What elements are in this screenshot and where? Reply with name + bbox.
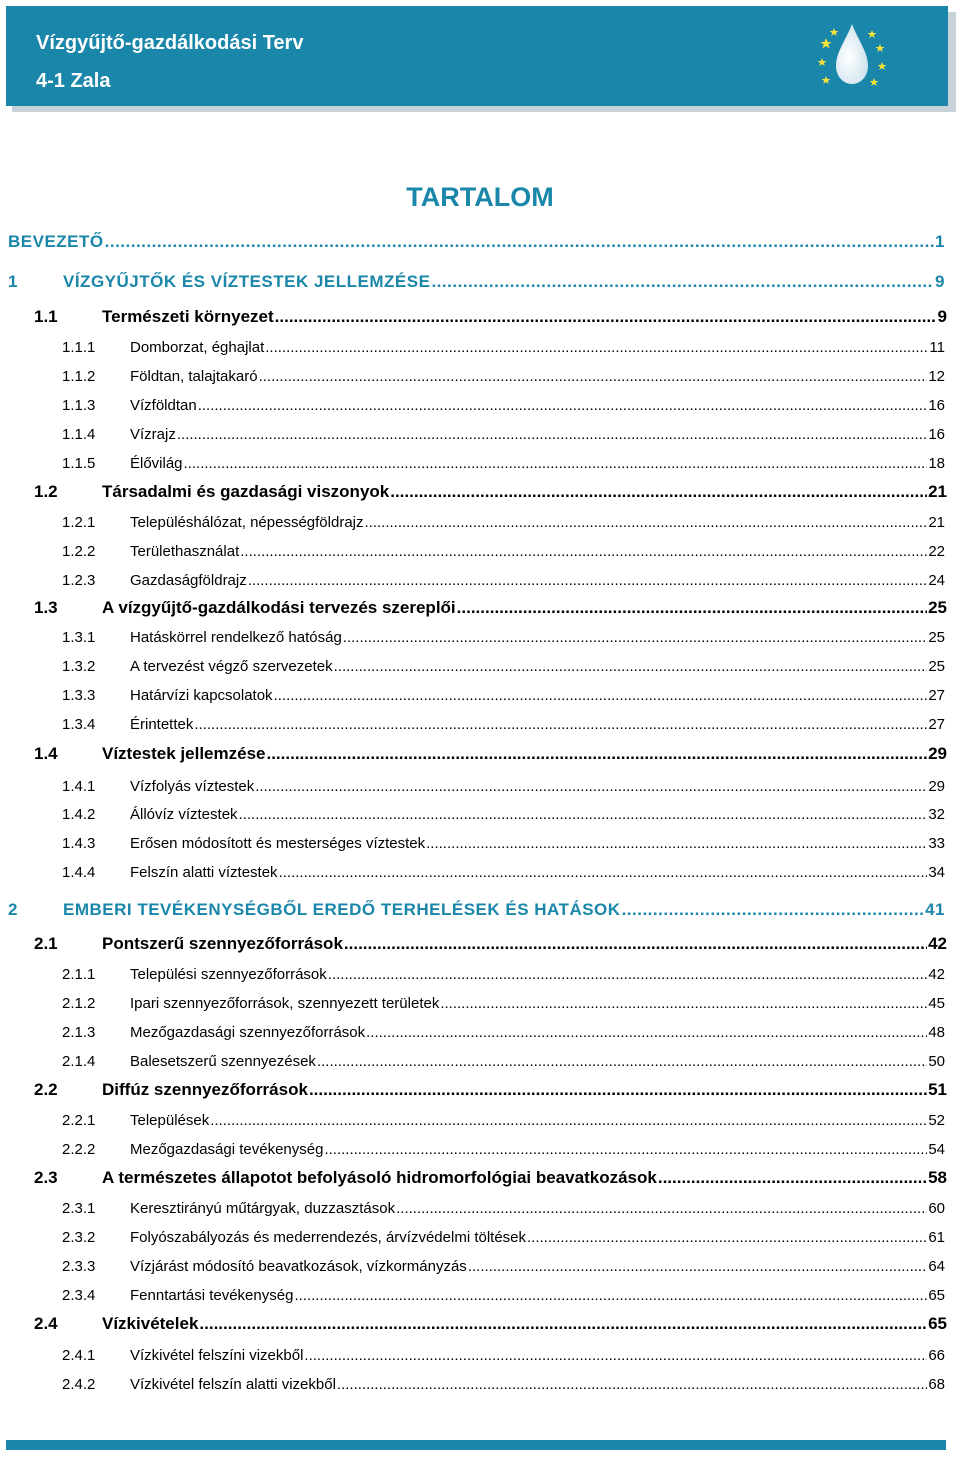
toc-subsection[interactable]	[62, 1229, 945, 1246]
toc-leader-dots	[210, 1112, 927, 1129]
toc-title: Mezőgazdasági szennyezőforrások	[130, 1024, 366, 1041]
toc-number: 2	[8, 900, 18, 919]
toc-page-number: 61	[928, 1229, 945, 1246]
toc-subsection[interactable]	[62, 629, 945, 646]
toc-number: 1.1	[34, 307, 58, 326]
toc-page-number: 12	[928, 368, 945, 385]
toc-title: Állóvíz víztestek	[130, 806, 238, 823]
toc-page-number: 60	[928, 1200, 945, 1217]
toc-subsection[interactable]	[62, 778, 945, 795]
toc-leader-dots	[365, 514, 928, 531]
toc-chapter[interactable]	[8, 900, 945, 920]
toc-leader-dots	[317, 1053, 927, 1070]
toc-page-number: 16	[928, 397, 945, 414]
document-title: Vízgyűjtő-gazdálkodási Terv	[36, 32, 304, 54]
toc-number: 1.4.3	[62, 835, 96, 852]
toc-leader-dots	[440, 995, 927, 1012]
toc-page-number: 27	[928, 687, 945, 704]
toc-title: Természeti környezet	[102, 307, 274, 326]
toc-number: 2.4	[34, 1314, 58, 1333]
toc-subsection[interactable]	[62, 835, 945, 852]
toc-section[interactable]	[34, 482, 947, 502]
toc-number: 2.2.1	[62, 1112, 96, 1129]
water-drop-stars-icon	[812, 18, 892, 98]
toc-subsection[interactable]	[62, 397, 945, 414]
toc-title: Balesetszerű szennyezések	[130, 1053, 316, 1070]
toc-number: 1.1.3	[62, 397, 96, 414]
toc-page-number: 16	[928, 426, 945, 443]
toc-title: A természetes állapotot befolyásoló hidromorfológiai beavatkozások	[102, 1168, 657, 1187]
toc-number: 2.1.4	[62, 1053, 96, 1070]
toc-leader-dots	[334, 658, 928, 675]
toc-leader-dots	[426, 835, 927, 852]
toc-number: 2.3.1	[62, 1200, 96, 1217]
toc-number: 1.4.2	[62, 806, 96, 823]
toc-leader-dots	[622, 900, 925, 920]
toc-page-number: 22	[928, 543, 945, 560]
toc-subsection[interactable]	[62, 1258, 945, 1275]
toc-leader-dots	[366, 1024, 927, 1041]
toc-number: 1.2	[34, 482, 58, 501]
toc-leader-dots	[468, 1258, 928, 1275]
toc-leader-dots	[255, 778, 927, 795]
toc-page-number: 51	[928, 1080, 947, 1099]
toc-title: Hatáskörrel rendelkező hatóság	[130, 629, 342, 646]
toc-number: 1.1.5	[62, 455, 96, 472]
toc-leader-dots	[274, 687, 928, 704]
toc-page-number: 29	[928, 744, 947, 763]
toc-subsection[interactable]	[62, 543, 945, 560]
toc-page-number: 68	[928, 1376, 945, 1393]
toc-leader-dots	[105, 232, 934, 252]
toc-page-number: 64	[928, 1258, 945, 1275]
document-subtitle: 4-1 Zala	[36, 70, 111, 92]
toc-title: Határvízi kapcsolatok	[130, 687, 273, 704]
toc-page-number: 25	[928, 629, 945, 646]
banner-shadow	[948, 12, 956, 112]
toc-title: Települési szennyezőforrások	[130, 966, 327, 983]
toc-page-number: 54	[928, 1141, 945, 1158]
toc-leader-dots	[658, 1168, 927, 1188]
toc-title: Folyószabályozás és mederrendezés, árvízvédelmi töltések	[130, 1229, 527, 1246]
toc-number: 2.4.2	[62, 1376, 96, 1393]
toc-leader-dots	[184, 455, 928, 472]
toc-number: 1.4	[34, 744, 58, 763]
toc-page-number: 42	[928, 934, 947, 953]
toc-leader-dots	[309, 1080, 927, 1100]
toc-number: 2.1.3	[62, 1024, 96, 1041]
toc-page-number: 25	[928, 658, 945, 675]
toc-section[interactable]	[34, 598, 947, 618]
toc-page-number: 65	[928, 1287, 945, 1304]
toc-number: 1.4.1	[62, 778, 96, 795]
toc-page-number: 65	[928, 1314, 947, 1333]
footer-bar	[6, 1440, 946, 1450]
toc-number: 1.3.3	[62, 687, 96, 704]
toc-subsection[interactable]	[62, 1053, 945, 1070]
toc-title: Vízrajz	[130, 426, 176, 443]
toc-number: 2.4.1	[62, 1347, 96, 1364]
toc-number: BEVEZETŐ	[8, 232, 104, 251]
toc-title: Érintettek	[130, 716, 194, 733]
toc-leader-dots	[248, 572, 928, 589]
toc-title: Vízjárást módosító beavatkozások, vízkormányzás	[130, 1258, 467, 1275]
toc-title: Településhálózat, népességföldrajz	[130, 514, 364, 531]
toc-page-number: 9	[937, 307, 947, 326]
toc-title: Felszín alatti víztestek	[130, 864, 278, 881]
toc-leader-dots	[396, 1200, 927, 1217]
toc-page-number: 21	[928, 482, 947, 501]
toc-leader-dots	[324, 1141, 927, 1158]
toc-subsection[interactable]	[62, 339, 945, 356]
toc-subsection[interactable]	[62, 995, 945, 1012]
toc-page-number: 52	[928, 1112, 945, 1129]
toc-subsection[interactable]	[62, 368, 945, 385]
toc-leader-dots	[265, 339, 928, 356]
toc-title: Vízkivétel felszín alatti vizekből	[130, 1376, 336, 1393]
toc-subsection[interactable]	[62, 687, 945, 704]
toc-title: Földtan, talajtakaró	[130, 368, 258, 385]
toc-page-number: 27	[928, 716, 945, 733]
toc-leader-dots	[344, 934, 927, 954]
toc-subsection[interactable]	[62, 806, 945, 823]
toc-subsection[interactable]	[62, 1287, 945, 1304]
toc-page-number: 34	[928, 864, 945, 881]
toc-leader-dots	[177, 426, 927, 443]
toc-section[interactable]	[34, 934, 947, 954]
toc-title: Domborzat, éghajlat	[130, 339, 265, 356]
toc-number: 1.3.2	[62, 658, 96, 675]
toc-title: Erősen módosított és mesterséges víztestek	[130, 835, 426, 852]
toc-leader-dots	[275, 307, 937, 327]
toc-chapter[interactable]	[8, 232, 945, 252]
toc-number: 1.2.1	[62, 514, 96, 531]
toc-leader-dots	[457, 598, 927, 618]
toc-leader-dots	[194, 716, 927, 733]
toc-number: 2.2	[34, 1080, 58, 1099]
toc-subsection[interactable]	[62, 1141, 945, 1158]
toc-section[interactable]	[34, 1168, 947, 1188]
toc-page-number: 48	[928, 1024, 945, 1041]
toc-number: 2.2.2	[62, 1141, 96, 1158]
toc-number: 1.1.2	[62, 368, 96, 385]
toc-page-number: 21	[928, 514, 945, 531]
toc-subsection[interactable]	[62, 1376, 945, 1393]
toc-subsection[interactable]	[62, 1024, 945, 1041]
toc-title: Élővilág	[130, 455, 183, 472]
toc-page-number: 45	[928, 995, 945, 1012]
toc-leader-dots	[337, 1376, 927, 1393]
toc-subsection[interactable]	[62, 966, 945, 983]
toc-leader-dots	[259, 368, 928, 385]
toc-title: Víztestek jellemzése	[102, 744, 266, 763]
toc-title: Mezőgazdasági tevékenység	[130, 1141, 324, 1158]
toc-page-number: 1	[935, 232, 945, 251]
toc-leader-dots	[304, 1347, 927, 1364]
toc-subsection[interactable]	[62, 864, 945, 881]
toc-subsection[interactable]	[62, 1200, 945, 1217]
toc-title: Vízkivétel felszíni vizekből	[130, 1347, 304, 1364]
banner-shadow-bottom	[12, 106, 956, 112]
toc-number: 1	[8, 272, 18, 291]
toc-leader-dots	[431, 272, 934, 292]
toc-subsection[interactable]	[62, 426, 945, 443]
toc-title: Gazdaságföldrajz	[130, 572, 247, 589]
toc-page-number: 25	[928, 598, 947, 617]
toc-subsection[interactable]	[62, 1347, 945, 1364]
toc-title: A tervezést végző szervezetek	[130, 658, 333, 675]
toc-section[interactable]	[34, 1080, 947, 1100]
toc-title: Keresztirányú műtárgyak, duzzasztások	[130, 1200, 396, 1217]
toc-title: Társadalmi és gazdasági viszonyok	[102, 482, 390, 501]
toc-subsection[interactable]	[62, 716, 945, 733]
toc-section[interactable]	[34, 744, 947, 764]
toc-page-number: 11	[929, 339, 945, 356]
toc-subsection[interactable]	[62, 658, 945, 675]
toc-leader-dots	[266, 744, 927, 764]
toc-leader-dots	[343, 629, 928, 646]
toc-title: Ipari szennyezőforrások, szennyezett területek	[130, 995, 440, 1012]
toc-leader-dots	[240, 543, 927, 560]
toc-leader-dots	[279, 864, 928, 881]
toc-number: 1.1.4	[62, 426, 96, 443]
toc-number: 1.4.4	[62, 864, 96, 881]
toc-page-number: 24	[928, 572, 945, 589]
toc-page-number: 41	[925, 900, 945, 919]
toc-title: Területhasználat	[130, 543, 240, 560]
toc-subsection[interactable]	[62, 1112, 945, 1129]
toc-page-number: 58	[928, 1168, 947, 1187]
toc-title: Vízföldtan	[130, 397, 197, 414]
toc-number: 1.3	[34, 598, 58, 617]
toc-chapter[interactable]	[8, 272, 945, 292]
toc-number: 1.2.2	[62, 543, 96, 560]
toc-leader-dots	[198, 397, 928, 414]
toc-page-number: 66	[928, 1347, 945, 1364]
toc-page-number: 18	[928, 455, 945, 472]
toc-number: 2.3.2	[62, 1229, 96, 1246]
toc-title: Vízkivételek	[102, 1314, 199, 1333]
toc-title: Diffúz szennyezőforrások	[102, 1080, 308, 1099]
toc-leader-dots	[294, 1287, 927, 1304]
toc-title: VÍZGYŰJTŐK ÉS VÍZTESTEK JELLEMZÉSE	[63, 272, 431, 291]
toc-number: 2.1	[34, 934, 58, 953]
toc-number: 1.3.1	[62, 629, 96, 646]
toc-title: Fenntartási tevékenység	[130, 1287, 294, 1304]
toc-page-number: 33	[928, 835, 945, 852]
toc-number: 2.1.1	[62, 966, 96, 983]
toc-subsection[interactable]	[62, 514, 945, 531]
toc-section[interactable]	[34, 307, 947, 327]
toc-number: 1.3.4	[62, 716, 96, 733]
toc-page-number: 42	[928, 966, 945, 983]
toc-page-number: 32	[928, 806, 945, 823]
toc-leader-dots	[527, 1229, 927, 1246]
toc-title: A vízgyűjtő-gazdálkodási tervezés szereplői	[102, 598, 456, 617]
toc-leader-dots	[328, 966, 928, 983]
toc-page-number: 50	[928, 1053, 945, 1070]
toc-number: 2.3.3	[62, 1258, 96, 1275]
toc-number: 2.3	[34, 1168, 58, 1187]
toc-number: 1.1.1	[62, 339, 96, 356]
toc-page-number: 29	[928, 778, 945, 795]
toc-title: Vízfolyás víztestek	[130, 778, 255, 795]
header-banner	[6, 6, 948, 106]
toc-subsection[interactable]	[62, 572, 945, 589]
toc-section[interactable]	[34, 1314, 947, 1334]
toc-page-number: 9	[935, 272, 945, 291]
toc-heading: TARTALOM	[406, 182, 554, 212]
toc-number: 2.1.2	[62, 995, 96, 1012]
toc-leader-dots	[199, 1314, 927, 1334]
toc-title: Települések	[130, 1112, 210, 1129]
toc-leader-dots	[239, 806, 928, 823]
toc-subsection[interactable]	[62, 455, 945, 472]
toc-number: 1.2.3	[62, 572, 96, 589]
toc-title: Pontszerű szennyezőforrások	[102, 934, 343, 953]
toc-number: 2.3.4	[62, 1287, 96, 1304]
toc-leader-dots	[390, 482, 927, 502]
toc-title: EMBERI TEVÉKENYSÉGBŐL EREDŐ TERHELÉSEK ÉS HATÁSOK	[63, 900, 621, 919]
